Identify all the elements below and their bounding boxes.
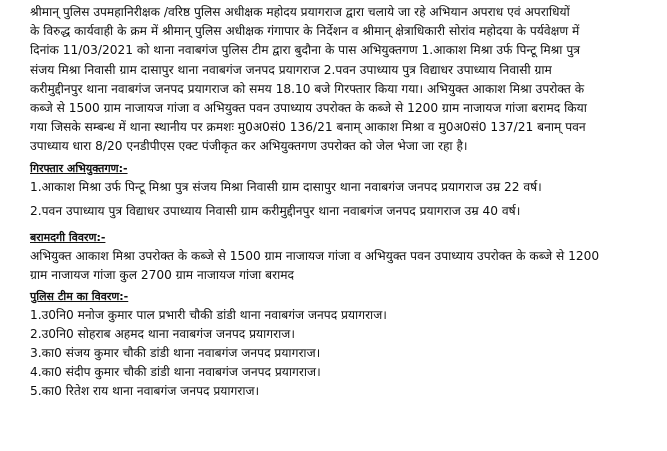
arrested-item: 2.पवन उपाध्याय पुत्र विद्याधर उपाध्याय निवासी ग्राम करीमुद्दीनपुर थाना नवाबगंज जनपद प्रयागराज उम्र 40 वर्ष। <box>30 203 521 218</box>
team-heading: पुलिस टीम का विवरण:- <box>30 289 129 303</box>
arrested-heading: गिरफ्तार अभियुक्तगण:- <box>30 161 128 175</box>
recovery-line: ग्राम नाजायज गांजा कुल 2700 ग्राम नाजायज गांजा बरामद <box>30 267 295 282</box>
intro-line: दिनांक 11/03/2021 को थाना नवाबगंज पुलिस टीम द्वारा बुदौना के पास अभियुक्तगण 1.आकाश मिश्रा उर्फ पिन्टू मिश्रा पुत्र <box>30 43 580 58</box>
recovery-line: अभियुक्त आकाश मिश्रा उपरोक्त के कब्जे से 1500 ग्राम नाजायज गांजा व अभियुक्त पवन उपाध्याय उपरोक्त के कब्जे से 1200 <box>30 248 600 263</box>
intro-line: के विरुद्ध कार्यवाही के क्रम में श्रीमान् पुलिस अधीक्षक गंगापार के निर्देशन व श्रीमान् क्षेत्राधिकारी सोरांव महोदया के पर्यवेक्षण में <box>30 24 580 39</box>
team-member: 3.का0 संजय कुमार चौकी डांडी थाना नवाबगंज जनपद प्रयागराज। <box>30 345 321 360</box>
intro-line: संजय मिश्रा निवासी ग्राम दासापुर थाना नवाबगंज जनपद प्रयागराज 2.पवन उपाध्याय पुत्र विद्याधर उपाध्याय निवासी ग्राम <box>30 62 552 77</box>
intro-line: उपाध्याय धारा 8/20 एनडीपीएस एक्ट पंजीकृत कर अभियुक्तगण उपरोक्त को जेल भेजा जा रहा है। <box>30 139 468 154</box>
arrested-item: 1.आकाश मिश्रा उर्फ पिन्टू मिश्रा पुत्र संजय मिश्रा निवासी ग्राम दासापुर थाना नवाबगंज जनपद प्रयागराज उम्र 22 वर्ष। <box>30 179 542 194</box>
team-member: 2.उ0नि0 सोहराब अहमद थाना नवाबगंज जनपद प्रयागराज। <box>30 326 295 341</box>
intro-line: कब्जे से 1500 ग्राम नाजायज गांजा व अभियुक्त पवन उपाध्याय उपरोक्त के कब्जे से 1200 ग्राम नाजायज गांजा बरामद किया <box>30 101 587 116</box>
team-member: 4.का0 संदीप कुमार चौकी डांडी थाना नवाबगंज जनपद प्रयागराज। <box>30 364 321 379</box>
team-member: 1.उ0नि0 मनोज कुमार पाल प्रभारी चौकी डांडी थाना नवाबगंज जनपद प्रयागराज। <box>30 307 387 322</box>
recovery-heading: बरामदगी विवरण:- <box>30 230 106 244</box>
intro-paragraph <box>30 3 637 157</box>
intro-line: करीमुद्दीनपुर थाना नवाबगंज जनपद प्रयागराज को समय 18.10 बजे गिरफ्तार किया गया। अभियुक्त आकाश मिश्रा उपरोक्त के <box>30 81 585 96</box>
intro-line: श्रीमान् पुलिस उपमहानिरीक्षक /वरिष्ठ पुलिस अधीक्षक महोदय प्रयागराज द्वारा चलाये जा रहे अभियान अपराध एवं अपराधियों <box>30 5 570 19</box>
intro-line: गया जिसके सम्बन्ध में थाना स्थानीय पर क्रमशः मु0अ0सं0 136/21 बनाम् आकाश मिश्रा व मु0अ0सं0 137/21 बनाम् पवन <box>30 120 586 135</box>
team-member: 5.का0 रितेश राय थाना नवाबगंज जनपद प्रयागराज। <box>30 383 260 398</box>
